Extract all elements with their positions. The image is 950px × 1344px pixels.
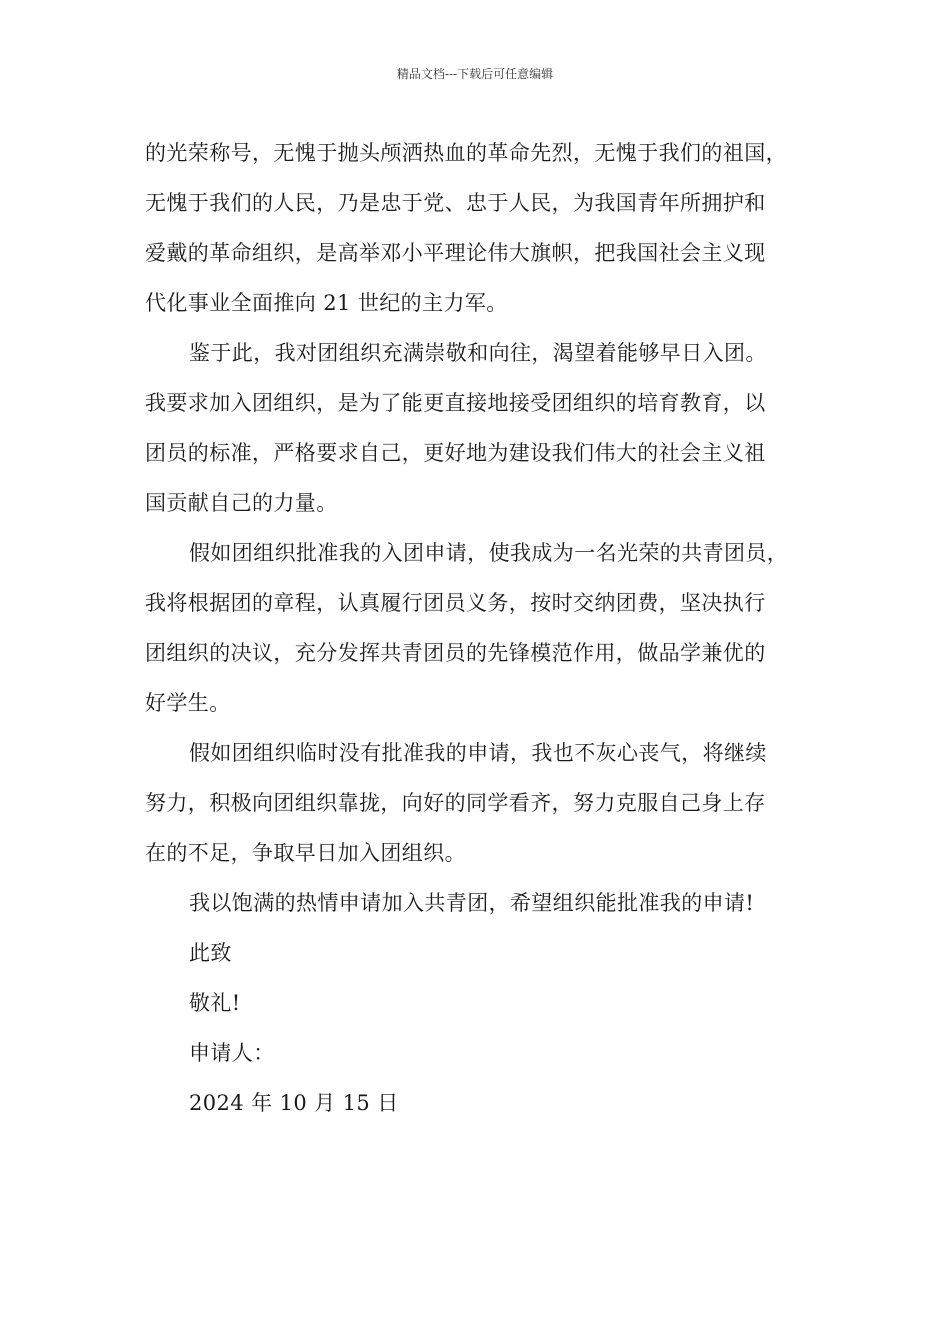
paragraph-line: 好学生。	[145, 691, 231, 715]
paragraph-line: 努力，积极向团组织靠拢，向好的同学看齐，努力克服自己身上存	[145, 791, 766, 815]
paragraph-line: 的光荣称号，无愧于抛头颅洒热血的革命先烈，无愧于我们的祖国，	[145, 141, 787, 165]
closing-wish: 我以饱满的热情申请加入共青团，希望组织能批准我的申请!	[189, 891, 755, 915]
paragraph-4	[145, 728, 825, 878]
paragraph-line: 假如团组织批准我的入团申请，使我成为一名光荣的共青团员，	[189, 541, 789, 565]
paragraph-line: 爱戴的革命组织，是高举邓小平理论伟大旗帜，把我国社会主义现	[145, 241, 766, 265]
paragraph-line: 假如团组织临时没有批准我的申请，我也不灰心丧气，将继续	[189, 741, 767, 765]
salutation-ci-zhi: 此致	[189, 941, 232, 965]
document-body	[145, 128, 825, 1128]
paragraph-line: 在的不足，争取早日加入团组织。	[145, 841, 466, 865]
application-date: 2024 年 10 月 15 日	[189, 1091, 399, 1115]
paragraph-line: 团员的标准，严格要求自己，更好地为建设我们伟大的社会主义祖	[145, 441, 766, 465]
paragraph-line: 无愧于我们的人民，乃是忠于党、忠于人民，为我国青年所拥护和	[145, 191, 766, 215]
paragraph-2	[145, 328, 825, 528]
paragraph-1	[145, 128, 825, 328]
closing-block	[145, 878, 825, 1128]
paragraph-line: 团组织的决议，充分发挥共青团员的先锋模范作用，做品学兼优的	[145, 641, 766, 665]
paragraph-line: 鉴于此，我对团组织充满崇敬和向往，渴望着能够早日入团。	[189, 341, 767, 365]
salutation-jing-li: 敬礼!	[189, 991, 241, 1015]
applicant-label: 申请人：	[189, 1041, 275, 1065]
paragraph-line: 国贡献自己的力量。	[145, 491, 338, 515]
page-header: 精品文档---下载后可任意编辑	[396, 67, 554, 81]
paragraph-3	[145, 528, 825, 728]
paragraph-line: 我要求加入团组织，是为了能更直接地接受团组织的培育教育，以	[145, 391, 766, 415]
paragraph-line: 代化事业全面推向 21 世纪的主力军。	[145, 291, 508, 315]
paragraph-line: 我将根据团的章程，认真履行团员义务，按时交纳团费，坚决执行	[145, 591, 766, 615]
